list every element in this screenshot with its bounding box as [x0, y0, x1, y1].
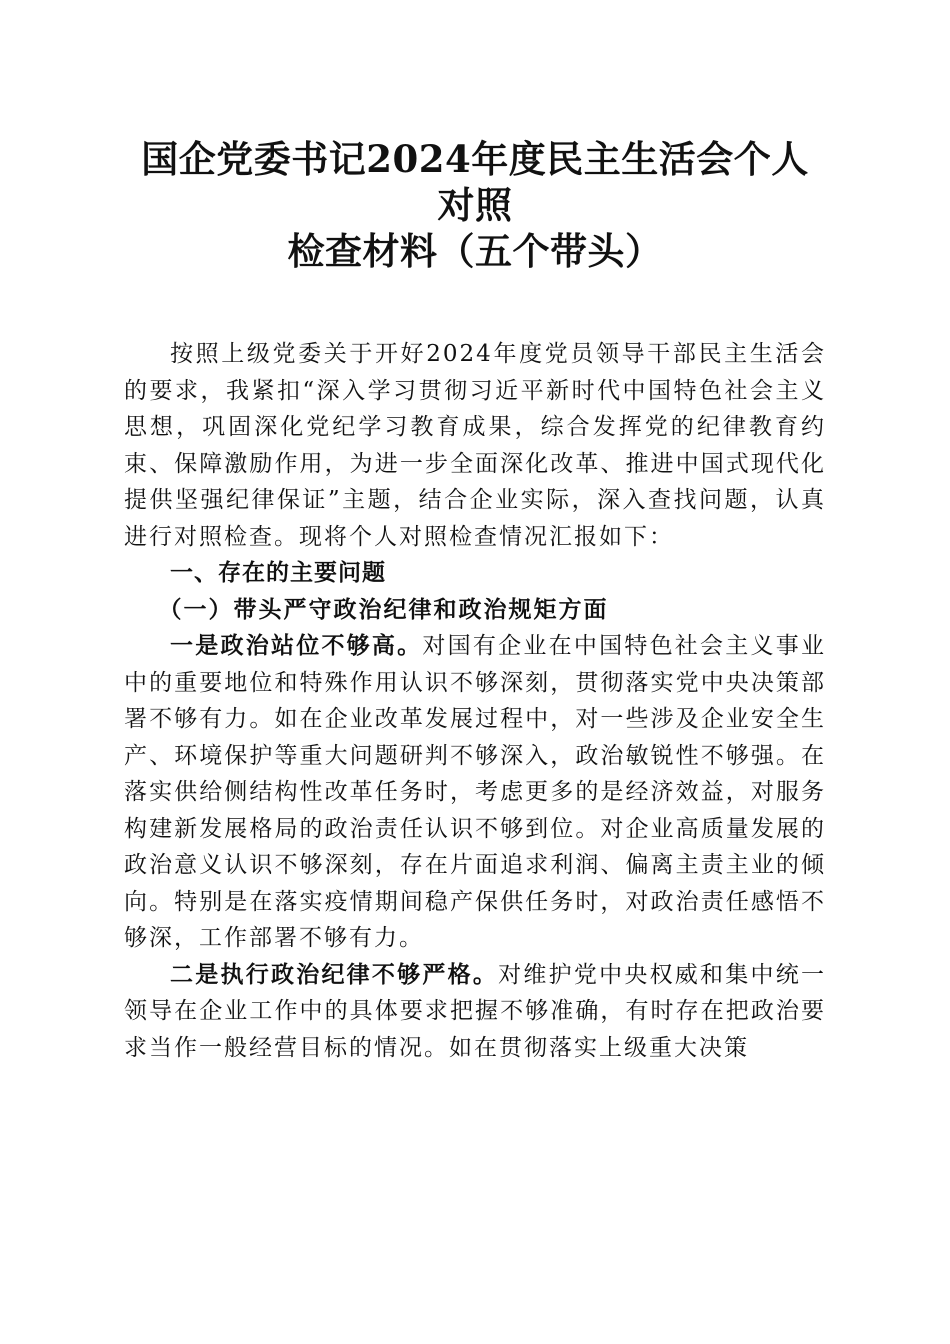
document-title [124, 136, 826, 274]
subsection-heading-political-discipline: （一）带头严守政治纪律和政治规矩方面 [158, 595, 609, 623]
section-heading-problems: 一、存在的主要问题 [170, 560, 386, 586]
point-2-paragraph [124, 957, 826, 1067]
title-line-2: 检查材料（五个带头） [287, 229, 663, 273]
point-2-body: 对维护党中央权威和集中统一领导在企业工作中的具体要求把握不够准确，有时存在把政治要求当作一般经营目标的情况。如在贯彻落实上级重大决策 [124, 961, 827, 1061]
document-body [124, 336, 826, 1066]
point-2-lead: 二是执行政治纪律不够严格。 [170, 960, 499, 988]
point-1-lead: 一是政治站位不够高。 [170, 632, 423, 659]
title-line-1: 国企党委书记2024年度民主生活会个人对照 [141, 137, 809, 227]
point-1-paragraph [124, 628, 826, 957]
intro-paragraph: 按照上级党委关于开好2024年度党员领导干部民主生活会的要求，我紧扣“深入学习贯彻习近平新时代中国特色社会主义思想，巩固深化党纪学习教育成果，综合发挥党的纪律教育约束、保障激励作用，为进一步全面深化改革、推进中国式现代化提供坚强纪律保证”主题，结合企业实际，深入查找问题，认真进行对照检查。现将个人对照检查情况汇报如下： [124, 341, 826, 550]
point-1-body: 对国有企业在中国特色社会主义事业中的重要地位和特殊作用认识不够深刻，贯彻落实党中央决策部署不够有力。如在企业改革发展过程中，对一些涉及企业安全生产、环境保护等重大问题研判不够深入，政治敏锐性不够强。在落实供给侧结构性改革任务时，考虑更多的是经济效益，对服务构建新发展格局的政治责任认识不够到位。对企业高质量发展的政治意义认识不够深刻，存在片面追求利润、偏离主责主业的倾向。特别是在落实疫情期间稳产保供任务时，对政治责任感悟不够深，工作部署不够有力。 [124, 633, 827, 951]
